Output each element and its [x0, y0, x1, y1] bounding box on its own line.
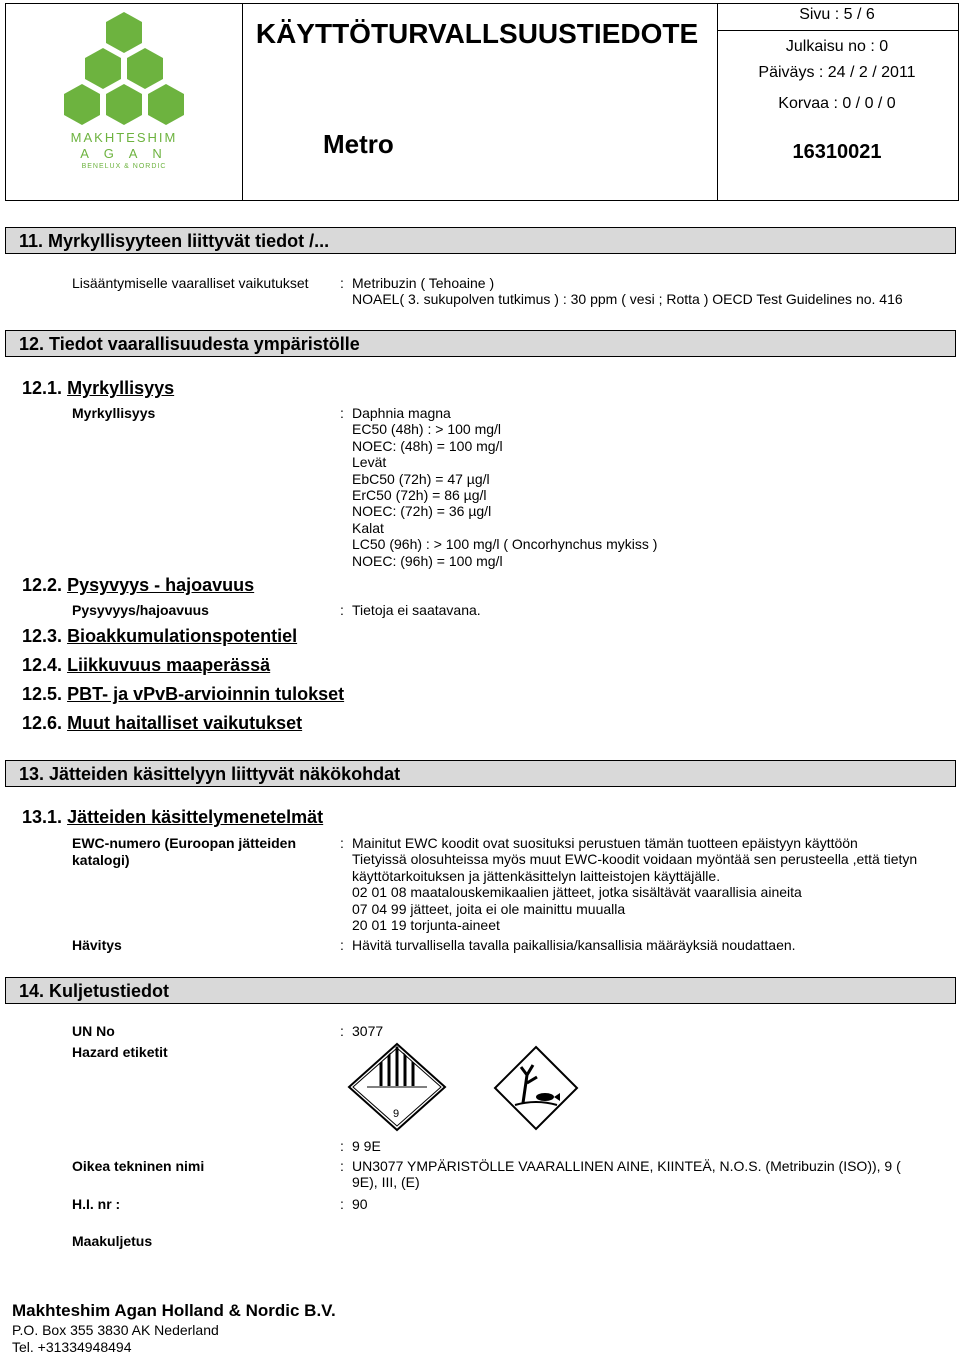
subsection-title: Bioakkumulationspotentiel	[67, 626, 298, 646]
colon: :	[340, 835, 344, 851]
disposal-label: Hävitys	[72, 937, 122, 953]
shipping-name-value	[352, 1158, 901, 1191]
subsection-number: 12.3.	[22, 626, 63, 646]
environment-hazard-diamond	[493, 1045, 579, 1131]
ewc-line: 20 01 19 torjunta-aineet	[352, 917, 500, 934]
land-transport-label: Maakuljetus	[72, 1233, 153, 1249]
toxicity-line: EbC50 (72h) = 47 µg/l	[352, 470, 490, 487]
issue-date: Päiväys : 24 / 2 / 2011	[758, 64, 916, 81]
company-logo	[8, 6, 240, 196]
subsection-number: 12.4.	[22, 655, 63, 675]
toxicity-line: EC50 (48h) : > 100 mg/l	[352, 421, 502, 438]
subsection-12-1	[22, 378, 174, 399]
ewc-values	[352, 835, 917, 933]
footer-address: P.O. Box 355 3830 AK Nederland	[12, 1322, 219, 1338]
subsection-title: Myrkyllisyys	[67, 378, 175, 398]
subsection-title: Jätteiden käsittelymenetelmät	[67, 807, 324, 827]
product-code: 16310021	[792, 141, 882, 163]
subsection-title: PBT- ja vPvB-arvioinnin tulokset	[67, 684, 345, 704]
toxicity-line: LC50 (96h) : > 100 mg/l ( Oncorhynchus mykiss )	[352, 536, 658, 553]
ewc-line: Mainitut EWC koodit ovat suosituksi perustuen tämän tuotteen epäistyyn käyttöön	[352, 835, 858, 851]
colon: :	[340, 1196, 344, 1212]
subsection-12-4	[22, 655, 270, 676]
document-title: KÄYTTÖTURVALLSUUSTIEDOTE	[255, 18, 699, 49]
colon: :	[340, 1138, 344, 1154]
colon: :	[340, 405, 344, 421]
toxicity-line: Daphnia magna	[352, 405, 451, 421]
logo-text-2: A G A N	[80, 146, 168, 161]
hazard-class-9-diamond	[345, 1042, 450, 1132]
shipping-name-label: Oikea tekninen nimi	[72, 1158, 205, 1174]
subsection-title: Pysyvyys - hajoavuus	[67, 575, 255, 595]
toxicity-line: NOEC: (48h) = 100 mg/l	[352, 437, 503, 454]
ewc-line: 02 01 08 maatalouskemikaalien jätteet, jotka sisältävät vaarallisia aineita	[352, 884, 802, 901]
disposal-value: Hävitä turvallisella tavalla paikallisia/kansallisia määräyksiä noudattaen.	[352, 937, 796, 953]
shipping-name-line: UN3077 YMPÄRISTÖLLE VAARALLINEN AINE, KIINTEÄ, N.O.S. (Metribuzin (ISO)), 9 (	[352, 1158, 901, 1174]
footer-company: Makhteshim Agan Holland & Nordic B.V.	[12, 1301, 336, 1320]
colon: :	[340, 937, 344, 953]
ewc-label	[72, 835, 296, 869]
hazard-label-label: Hazard etiketit	[72, 1044, 168, 1060]
reproductive-value-2: NOAEL( 3. sukupolven tutkimus ) : 30 ppm ( vesi ; Rotta ) OECD Test Guidelines no. 416	[352, 291, 903, 307]
subsection-number: 13.1.	[22, 807, 63, 827]
subsection-number: 12.5.	[22, 684, 63, 704]
un-number-value: 3077	[352, 1023, 384, 1039]
logo-text-1: MAKHTESHIM	[70, 130, 178, 145]
colon: :	[340, 1023, 344, 1039]
issue-number: Julkaisu no : 0	[785, 38, 889, 55]
subsection-12-3	[22, 626, 297, 647]
ewc-line: Tietyissä olosuhteissa myös muut EWC-koodit voidaan myöntää sen perusteella ,että tietyn	[352, 851, 918, 868]
colon: :	[340, 1158, 344, 1174]
ewc-label-line: EWC-numero (Euroopan jätteiden	[72, 835, 296, 851]
colon: :	[340, 602, 344, 618]
toxicity-line: Kalat	[352, 519, 384, 536]
subsection-title: Liikkuvuus maaperässä	[67, 655, 271, 675]
hazard-class-value: 9 9E	[352, 1138, 381, 1154]
un-number-label: UN No	[72, 1023, 115, 1039]
ewc-label-line: katalogi)	[72, 852, 130, 868]
ewc-line: käyttötarkoituksen ja jättenkäsittelyn laitteistojen käyttäjälle.	[352, 867, 721, 884]
subsection-number: 12.6.	[22, 713, 63, 733]
section-13-header: 13. Jätteiden käsittelyyn liittyvät näkökohdat	[5, 760, 956, 787]
subsection-13-1	[22, 807, 323, 828]
subsection-12-6	[22, 713, 302, 734]
hazard-id-value: 90	[352, 1196, 368, 1212]
logo-text-3: BENELUX & NORDIC	[81, 163, 167, 170]
toxicity-line: Levät	[352, 454, 387, 471]
product-name: Metro	[323, 129, 394, 159]
reproductive-label: Lisääntymiselle vaaralliset vaikutukset	[72, 275, 309, 291]
subsection-12-5	[22, 684, 344, 705]
footer-telephone: Tel. +31334948494	[12, 1339, 132, 1355]
hazard-class-number: 9	[393, 1108, 400, 1120]
toxicity-label: Myrkyllisyys	[72, 405, 156, 421]
toxicity-line: ErC50 (72h) = 86 µg/l	[352, 487, 487, 504]
ewc-line: 07 04 99 jätteet, joita ei ole mainittu muualla	[352, 900, 626, 917]
reproductive-value-1: Metribuzin ( Tehoaine )	[352, 275, 495, 291]
section-11-header: 11. Myrkyllisyyteen liittyvät tiedot /...	[5, 227, 956, 254]
toxicity-values	[352, 405, 657, 569]
colon: :	[340, 275, 344, 291]
subsection-number: 12.1.	[22, 378, 63, 398]
toxicity-line: NOEC: (72h) = 36 µg/l	[352, 503, 492, 520]
toxicity-line: NOEC: (96h) = 100 mg/l	[352, 552, 503, 569]
replaces-version: Korvaa : 0 / 0 / 0	[778, 95, 896, 112]
shipping-name-line: 9E), III, (E)	[352, 1174, 420, 1191]
page-number: Sivu : 5 / 6	[799, 6, 875, 23]
persistence-value: Tietoja ei saatavana.	[352, 602, 481, 618]
dead-tree-fish-icon	[493, 1045, 579, 1131]
subsection-12-2	[22, 575, 254, 596]
section-14-header: 14. Kuljetustiedot	[5, 977, 956, 1004]
header-rule	[717, 30, 958, 31]
section-12-header: 12. Tiedot vaarallisuudesta ympäristölle	[5, 330, 956, 357]
hazard-id-label: H.I. nr :	[72, 1196, 121, 1212]
persistence-label: Pysyvyys/hajoavuus	[72, 602, 209, 618]
subsection-title: Muut haitalliset vaikutukset	[67, 713, 303, 733]
subsection-number: 12.2.	[22, 575, 63, 595]
